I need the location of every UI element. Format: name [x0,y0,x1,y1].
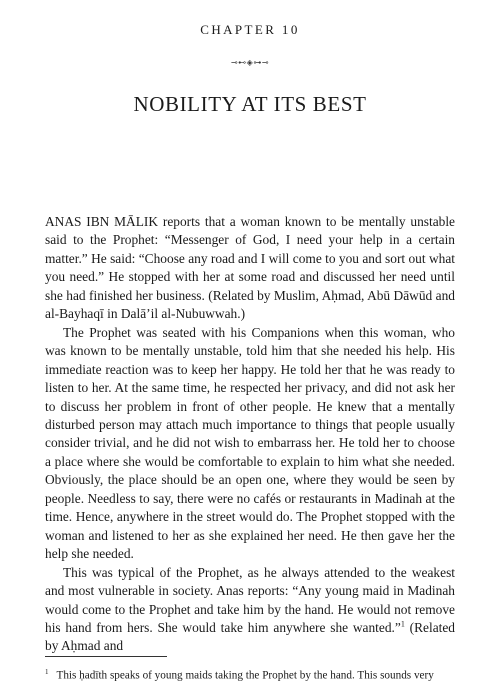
footnote-rule [45,656,167,657]
footnote-reference[interactable]: 1 [400,619,405,629]
footnote-text: This ḥadīth speaks of young maids taking the Prophet by the hand. This sounds very [56,669,434,682]
footnote [45,665,455,683]
paragraph-1: ANAS IBN MĀLIK reports that a woman known to be mentally unstable said to the Prophet: “Messenger of God, I need your help in a certain matter.” He said: “Choose any road and I will come to you and sort out what you need.” He stopped with her at some road and discussed her need until she had finished her business. (Related by Muslim, Aḥmad, Abū Dāwūd and al-Bayhaqī in Dalā’il al-Nubuwwah.) [45,214,455,322]
paragraph-3-text: This was typical of the Prophet, as he always attended to the weakest and most vulnerable in society. Anas reports: “Any young maid in Madinah would come to the Prophet and take him by the hand. He would not remove his hand from hers. She would take him anywhere she wanted.” [45,564,455,635]
chapter-ornament: ⊸⊷◈⊶⊸ [230,58,270,67]
footnote-number: 1 [45,668,49,676]
chapter-title: NOBILITY AT ITS BEST [133,92,367,116]
paragraph-3 [45,564,455,656]
chapter-label: CHAPTER 10 [200,22,300,37]
paragraph-3-citation: (Related by Aḥmad and [45,619,455,654]
body-text [45,213,455,656]
paragraph-2: The Prophet was seated with his Companions when this woman, who was known to be mentally unstable, told him that she needed his help. His immediate reaction was to keep her happy. He told her that he was ready to listen to her. At the same time, he respected her privacy, and did not ask her to discuss her problem in front of other people. He knew that a mentally disturbed person may attach much importance to things that people usually consider trivial, and he did not wish to embarrass her. He told her to choose a place where she would be comfortable to explain to him what she needed. Obviously, the place should be an open one, where they would be seen by people. Needless to say, there were no cafés or restaurants in Madinah at the time. Hence, anywhere in the street would do. The Prophet stopped with the woman and listened to her as she explained her need. He then gave her the help she needed. [45,324,455,562]
